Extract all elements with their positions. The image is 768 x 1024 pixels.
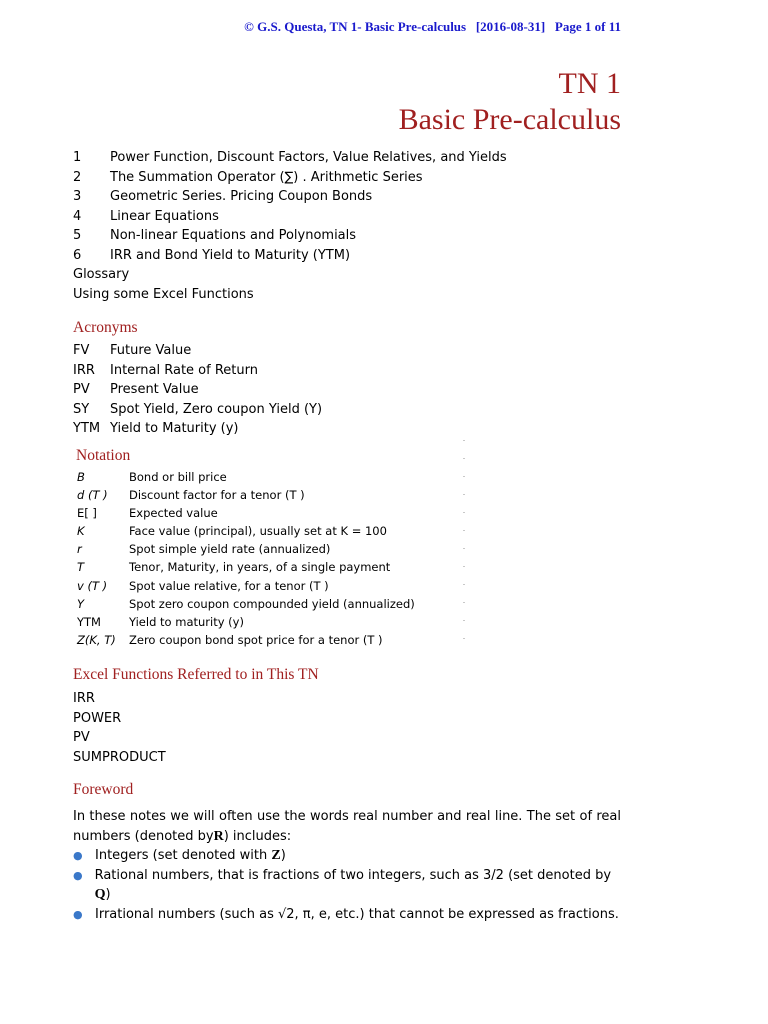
- foreword-heading: Foreword: [73, 781, 134, 798]
- notation-row: [77, 631, 415, 649]
- set-symbol: Z: [271, 848, 281, 863]
- acronym-row: [73, 341, 322, 361]
- excel-function: PV: [73, 730, 90, 745]
- notation-text: Expected value: [129, 506, 218, 521]
- list-item: [73, 905, 621, 925]
- notation-text: Zero coupon bond spot price for a tenor (T ): [129, 632, 383, 647]
- dotted-divider: [463, 440, 465, 655]
- notation-text: Spot simple yield rate (annualized): [129, 542, 331, 557]
- notation-text: Bond or bill price: [129, 470, 227, 484]
- notation-text: Yield to maturity (y): [129, 614, 244, 629]
- acronym-text: Spot Yield, Zero coupon Yield (Y): [110, 401, 323, 417]
- notation-symbol: YTM: [77, 614, 101, 629]
- toc-label: Glossary: [73, 267, 130, 282]
- list-item: [73, 846, 621, 866]
- foreword-text-end: ) includes:: [223, 828, 292, 844]
- notation-text: Tenor, Maturity, in years, of a single payment: [129, 560, 391, 575]
- bullet-text: Integers (set denoted with: [95, 848, 272, 863]
- toc-item: [73, 265, 507, 285]
- acronym-text: Internal Rate of Return: [110, 362, 258, 378]
- toc-item: [73, 207, 507, 227]
- notation-symbol: d (T ): [77, 488, 108, 503]
- toc-item: [73, 148, 507, 168]
- acronym-row: [73, 419, 322, 439]
- notation-row: [77, 522, 415, 540]
- notation-symbol: Z(K, T): [77, 632, 116, 647]
- notation-text: Discount factor for a tenor (T ): [129, 488, 305, 503]
- bullet-text: Irrational numbers (such as √2, π, e, etc.) that cannot be expressed as fractions.: [95, 906, 619, 922]
- toc-number: 4: [73, 208, 82, 224]
- toc-number: 3: [73, 189, 82, 204]
- toc-number: 6: [73, 247, 82, 263]
- notation-list: [77, 468, 415, 649]
- foreword-body: [73, 807, 621, 924]
- notation-text: Spot zero coupon compounded yield (annualized): [129, 596, 415, 611]
- notation-row: [77, 595, 415, 613]
- acronym-text: Yield to Maturity (y): [110, 421, 239, 436]
- acronyms-heading: Acronyms: [73, 319, 138, 336]
- real-numbers-symbol: R: [213, 828, 224, 844]
- acronym-text: Present Value: [110, 382, 199, 397]
- bullet-text-end: ): [105, 887, 111, 902]
- page-header: © G.S. Questa, TN 1- Basic Pre-calculus [2016-08-31] Page 1 of 11: [244, 19, 621, 34]
- acronym-row: [73, 380, 322, 400]
- excel-function: POWER: [73, 710, 122, 726]
- bullet-icon: ●: [73, 907, 83, 921]
- notation-row: [77, 486, 415, 504]
- notation-row: [77, 577, 415, 595]
- table-of-contents: [73, 148, 507, 304]
- toc-item: [73, 168, 507, 188]
- excel-function: SUMPRODUCT: [73, 749, 166, 765]
- document-title: [399, 66, 621, 138]
- set-symbol: Q: [94, 887, 106, 902]
- excel-function: IRR: [73, 691, 95, 706]
- toc-number: 1: [73, 150, 82, 165]
- list-item: [73, 866, 621, 905]
- notation-row: [77, 504, 415, 522]
- toc-label: Power Function, Discount Factors, Value Relatives, and Yields: [110, 150, 507, 165]
- notation-symbol: r: [77, 542, 82, 557]
- toc-number: 2: [73, 169, 82, 185]
- notation-symbol: v (T ): [77, 578, 108, 593]
- notation-symbol: Y: [77, 596, 85, 611]
- toc-number: 5: [73, 228, 82, 243]
- title-line-2: Basic Pre-calculus: [398, 103, 621, 136]
- notation-text: Face value (principal), usually set at K = 100: [129, 524, 387, 539]
- notation-row: [77, 468, 415, 486]
- toc-label: The Summation Operator (∑) . Arithmetic Series: [110, 169, 423, 185]
- notation-row: [77, 540, 415, 558]
- toc-label: IRR and Bond Yield to Maturity (YTM): [110, 247, 351, 263]
- notation-row: [77, 558, 415, 576]
- acronym-abbr: PV: [73, 382, 90, 397]
- acronym-text: Future Value: [110, 343, 192, 358]
- bullet-text: Rational numbers, that is fractions of two integers, such as 3/2 (set denoted by: [94, 867, 612, 883]
- bullet-icon: ●: [73, 849, 83, 862]
- bullet-icon: ●: [73, 868, 83, 882]
- notation-symbol: K: [77, 524, 85, 539]
- toc-label: Non-linear Equations and Polynomials: [110, 228, 357, 243]
- notation-symbol: B: [77, 470, 85, 484]
- toc-label: Geometric Series. Pricing Coupon Bonds: [110, 189, 373, 204]
- acronym-row: [73, 361, 322, 381]
- toc-label: Linear Equations: [110, 208, 219, 224]
- toc-item: [73, 285, 507, 305]
- notation-row: [77, 613, 415, 631]
- excel-heading: Excel Functions Referred to in This TN: [73, 666, 319, 683]
- bullet-text-end: ): [280, 848, 286, 863]
- acronym-abbr: YTM: [73, 421, 101, 436]
- acronym-abbr: SY: [73, 401, 90, 417]
- toc-label: Using some Excel Functions: [73, 286, 254, 302]
- toc-item: [73, 246, 507, 266]
- acronym-abbr: IRR: [73, 362, 95, 378]
- acronym-abbr: FV: [73, 343, 90, 358]
- foreword-paragraph: [73, 807, 621, 846]
- toc-item: [73, 187, 507, 207]
- notation-text: Spot value relative, for a tenor (T ): [129, 578, 329, 593]
- notation-heading: Notation: [76, 447, 131, 464]
- title-line-1: TN 1: [558, 67, 621, 100]
- acronyms-list: [73, 341, 322, 439]
- notation-symbol: T: [77, 560, 85, 575]
- foreword-text: In these notes we will often use the words real number and real line. The set of real numbers (denoted by: [73, 809, 621, 844]
- toc-item: [73, 226, 507, 246]
- notation-symbol: E[ ]: [77, 506, 97, 521]
- acronym-row: [73, 400, 322, 420]
- bullet-list: [73, 846, 621, 924]
- excel-functions-list: [73, 689, 166, 767]
